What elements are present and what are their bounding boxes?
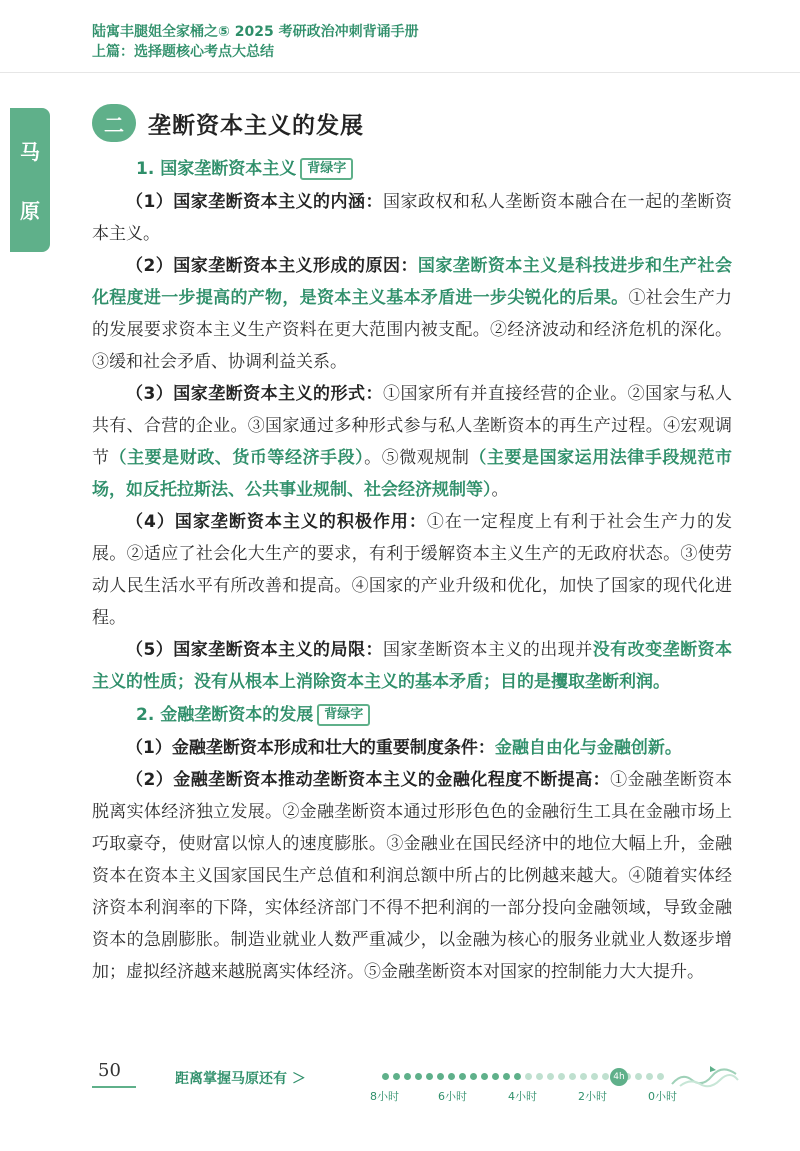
green-highlight-text: 没有改变垄断资本主义的性质；没有从根本上消除资本主义的基本矛盾；目的是攫取垄断利润。 bbox=[92, 640, 733, 692]
progress-dot bbox=[470, 1073, 477, 1080]
paragraph-heading: （1）金融垄断资本形成和壮大的重要制度条件： bbox=[126, 738, 495, 758]
section-number-badge: 二 bbox=[92, 104, 136, 142]
progress-dot bbox=[426, 1073, 433, 1080]
paragraph bbox=[92, 732, 732, 764]
page-number-underline bbox=[92, 1086, 136, 1088]
subsection-heading-2 bbox=[92, 698, 732, 732]
side-tab bbox=[10, 108, 50, 252]
paragraph-heading: （2）金融垄断资本推动垄断资本主义的金融化程度不断提高： bbox=[126, 770, 611, 790]
time-label: 2小时 bbox=[578, 1090, 607, 1103]
progress-dot bbox=[635, 1073, 642, 1080]
green-highlight-text: 金融自由化与金融创新。 bbox=[494, 738, 682, 758]
paragraph bbox=[92, 506, 732, 634]
section-title: 垄断资本主义的发展 bbox=[148, 112, 364, 139]
page-footer bbox=[0, 1058, 800, 1118]
progress-dot bbox=[404, 1073, 411, 1080]
progress-dot bbox=[536, 1073, 543, 1080]
side-tab-char-2: 原 bbox=[20, 199, 40, 223]
paragraph-text: ①社会生产力的发展要求资本主义生产资料在更大范围内被支配。②经济波动和经济危机的深化。③缓和社会矛盾、协调利益关系。 bbox=[92, 288, 733, 372]
progress-dot bbox=[393, 1073, 400, 1080]
section-heading bbox=[92, 104, 364, 142]
progress-dot bbox=[569, 1073, 576, 1080]
paragraph-text: 。⑤微观规制 bbox=[364, 448, 470, 468]
paragraph bbox=[92, 250, 732, 378]
progress-dot bbox=[591, 1073, 598, 1080]
progress-track bbox=[382, 1072, 682, 1082]
progress-dot bbox=[525, 1073, 532, 1080]
green-highlight-text: （主要是财政、货币等经济手段） bbox=[109, 448, 365, 468]
progress-dot bbox=[602, 1073, 609, 1080]
progress-dot bbox=[382, 1073, 389, 1080]
progress-dot bbox=[646, 1073, 653, 1080]
countdown-label: 距离掌握马原还有 ＞ bbox=[175, 1071, 306, 1087]
paragraph-heading: （5）国家垄断资本主义的局限： bbox=[126, 640, 383, 660]
memorize-tag: 背绿字 bbox=[300, 158, 353, 180]
progress-dot bbox=[580, 1073, 587, 1080]
paragraph bbox=[92, 634, 732, 698]
green-highlight-text: 国家垄断资本主义是科技进步和生产社会化程度进一步提高的产物，是资本主义基本矛盾进一步尖锐化的后果。 bbox=[92, 256, 733, 308]
progress-dot bbox=[558, 1073, 565, 1080]
paragraph bbox=[92, 378, 732, 506]
progress-dot bbox=[492, 1073, 499, 1080]
header-book-title: 陆寓丰腿姐全家桶之⑤ 2025 考研政治冲刺背诵手册 bbox=[92, 24, 419, 40]
time-label: 0小时 bbox=[648, 1090, 677, 1103]
paragraph-text: ①在一定程度上有利于社会生产力的发展。②适应了社会化大生产的要求，有利于缓解资本主义生产的无政府状态。③使劳动人民生活水平有所改善和提高。④国家的产业升级和优化，加快了国家的现代化进程。 bbox=[92, 512, 733, 628]
header-divider bbox=[0, 72, 800, 73]
paragraph-heading: （3）国家垄断资本主义的形式： bbox=[126, 384, 383, 404]
page-body bbox=[92, 152, 732, 988]
subsection-title: 1. 国家垄断资本主义 bbox=[136, 159, 297, 179]
progress-marker: 4h bbox=[610, 1068, 628, 1086]
subsection-heading-1 bbox=[92, 152, 732, 186]
running-header bbox=[92, 22, 419, 62]
time-label: 4小时 bbox=[508, 1090, 537, 1103]
green-highlight-text: （主要是国家运用法律手段规范市场，如反托拉斯法、公共事业规制、社会经济规制等） bbox=[92, 448, 733, 500]
side-tab-char-1: 马 bbox=[20, 140, 40, 164]
paragraph-text: ①金融垄断资本脱离实体经济独立发展。②金融垄断资本通过形形色色的金融衍生工具在金融市场上巧取豪夺，使财富以惊人的速度膨胀。③金融业在国民经济中的地位大幅上升，金融资本在资本主义国家国民生产总值和利润总额中所占的比例越来越大。④随着实体经济资本利润率的下降，实体经济部门不得不把利润的一部分投向金融领域，导致金融资本的急剧膨胀。制造业就业人数严重减少，以金融为核心的服务业就业人数逐步增加；虚拟经济越来越脱离实体经济。⑤金融垄断资本对国家的控制能力大大提升。 bbox=[92, 770, 733, 982]
progress-dot bbox=[448, 1073, 455, 1080]
progress-dot bbox=[657, 1073, 664, 1080]
subsection-title: 2. 金融垄断资本的发展 bbox=[136, 705, 314, 725]
progress-dot bbox=[481, 1073, 488, 1080]
header-part-title: 上篇：选择题核心考点大总结 bbox=[92, 44, 274, 60]
progress-dot bbox=[459, 1073, 466, 1080]
memorize-tag: 背绿字 bbox=[317, 704, 370, 726]
progress-dot bbox=[514, 1073, 521, 1080]
paragraph bbox=[92, 186, 732, 250]
time-label: 6小时 bbox=[438, 1090, 467, 1103]
progress-dot bbox=[437, 1073, 444, 1080]
paragraph-text: ①国家所有并直接经营的企业。②国家与私人共有、合营的企业。③国家通过多种形式参与私人垄断资本的再生产过程。④宏观调节 bbox=[92, 384, 733, 468]
paragraph-heading: （4）国家垄断资本主义的积极作用： bbox=[126, 512, 427, 532]
progress-dot bbox=[503, 1073, 510, 1080]
time-label: 8小时 bbox=[370, 1090, 399, 1103]
paragraph-text: 国家政权和私人垄断资本融合在一起的垄断资本主义。 bbox=[92, 192, 733, 244]
wave-decoration-icon bbox=[670, 1062, 740, 1090]
paragraph-heading: （2）国家垄断资本主义形成的原因： bbox=[126, 256, 418, 276]
paragraph-text: 。 bbox=[491, 480, 509, 500]
paragraph-text: 国家垄断资本主义的出现并 bbox=[382, 640, 593, 660]
progress-dot bbox=[547, 1073, 554, 1080]
progress-dot bbox=[415, 1073, 422, 1080]
paragraph bbox=[92, 764, 732, 988]
page-number: 50 bbox=[98, 1060, 121, 1081]
paragraph-heading: （1）国家垄断资本主义的内涵： bbox=[126, 192, 383, 212]
